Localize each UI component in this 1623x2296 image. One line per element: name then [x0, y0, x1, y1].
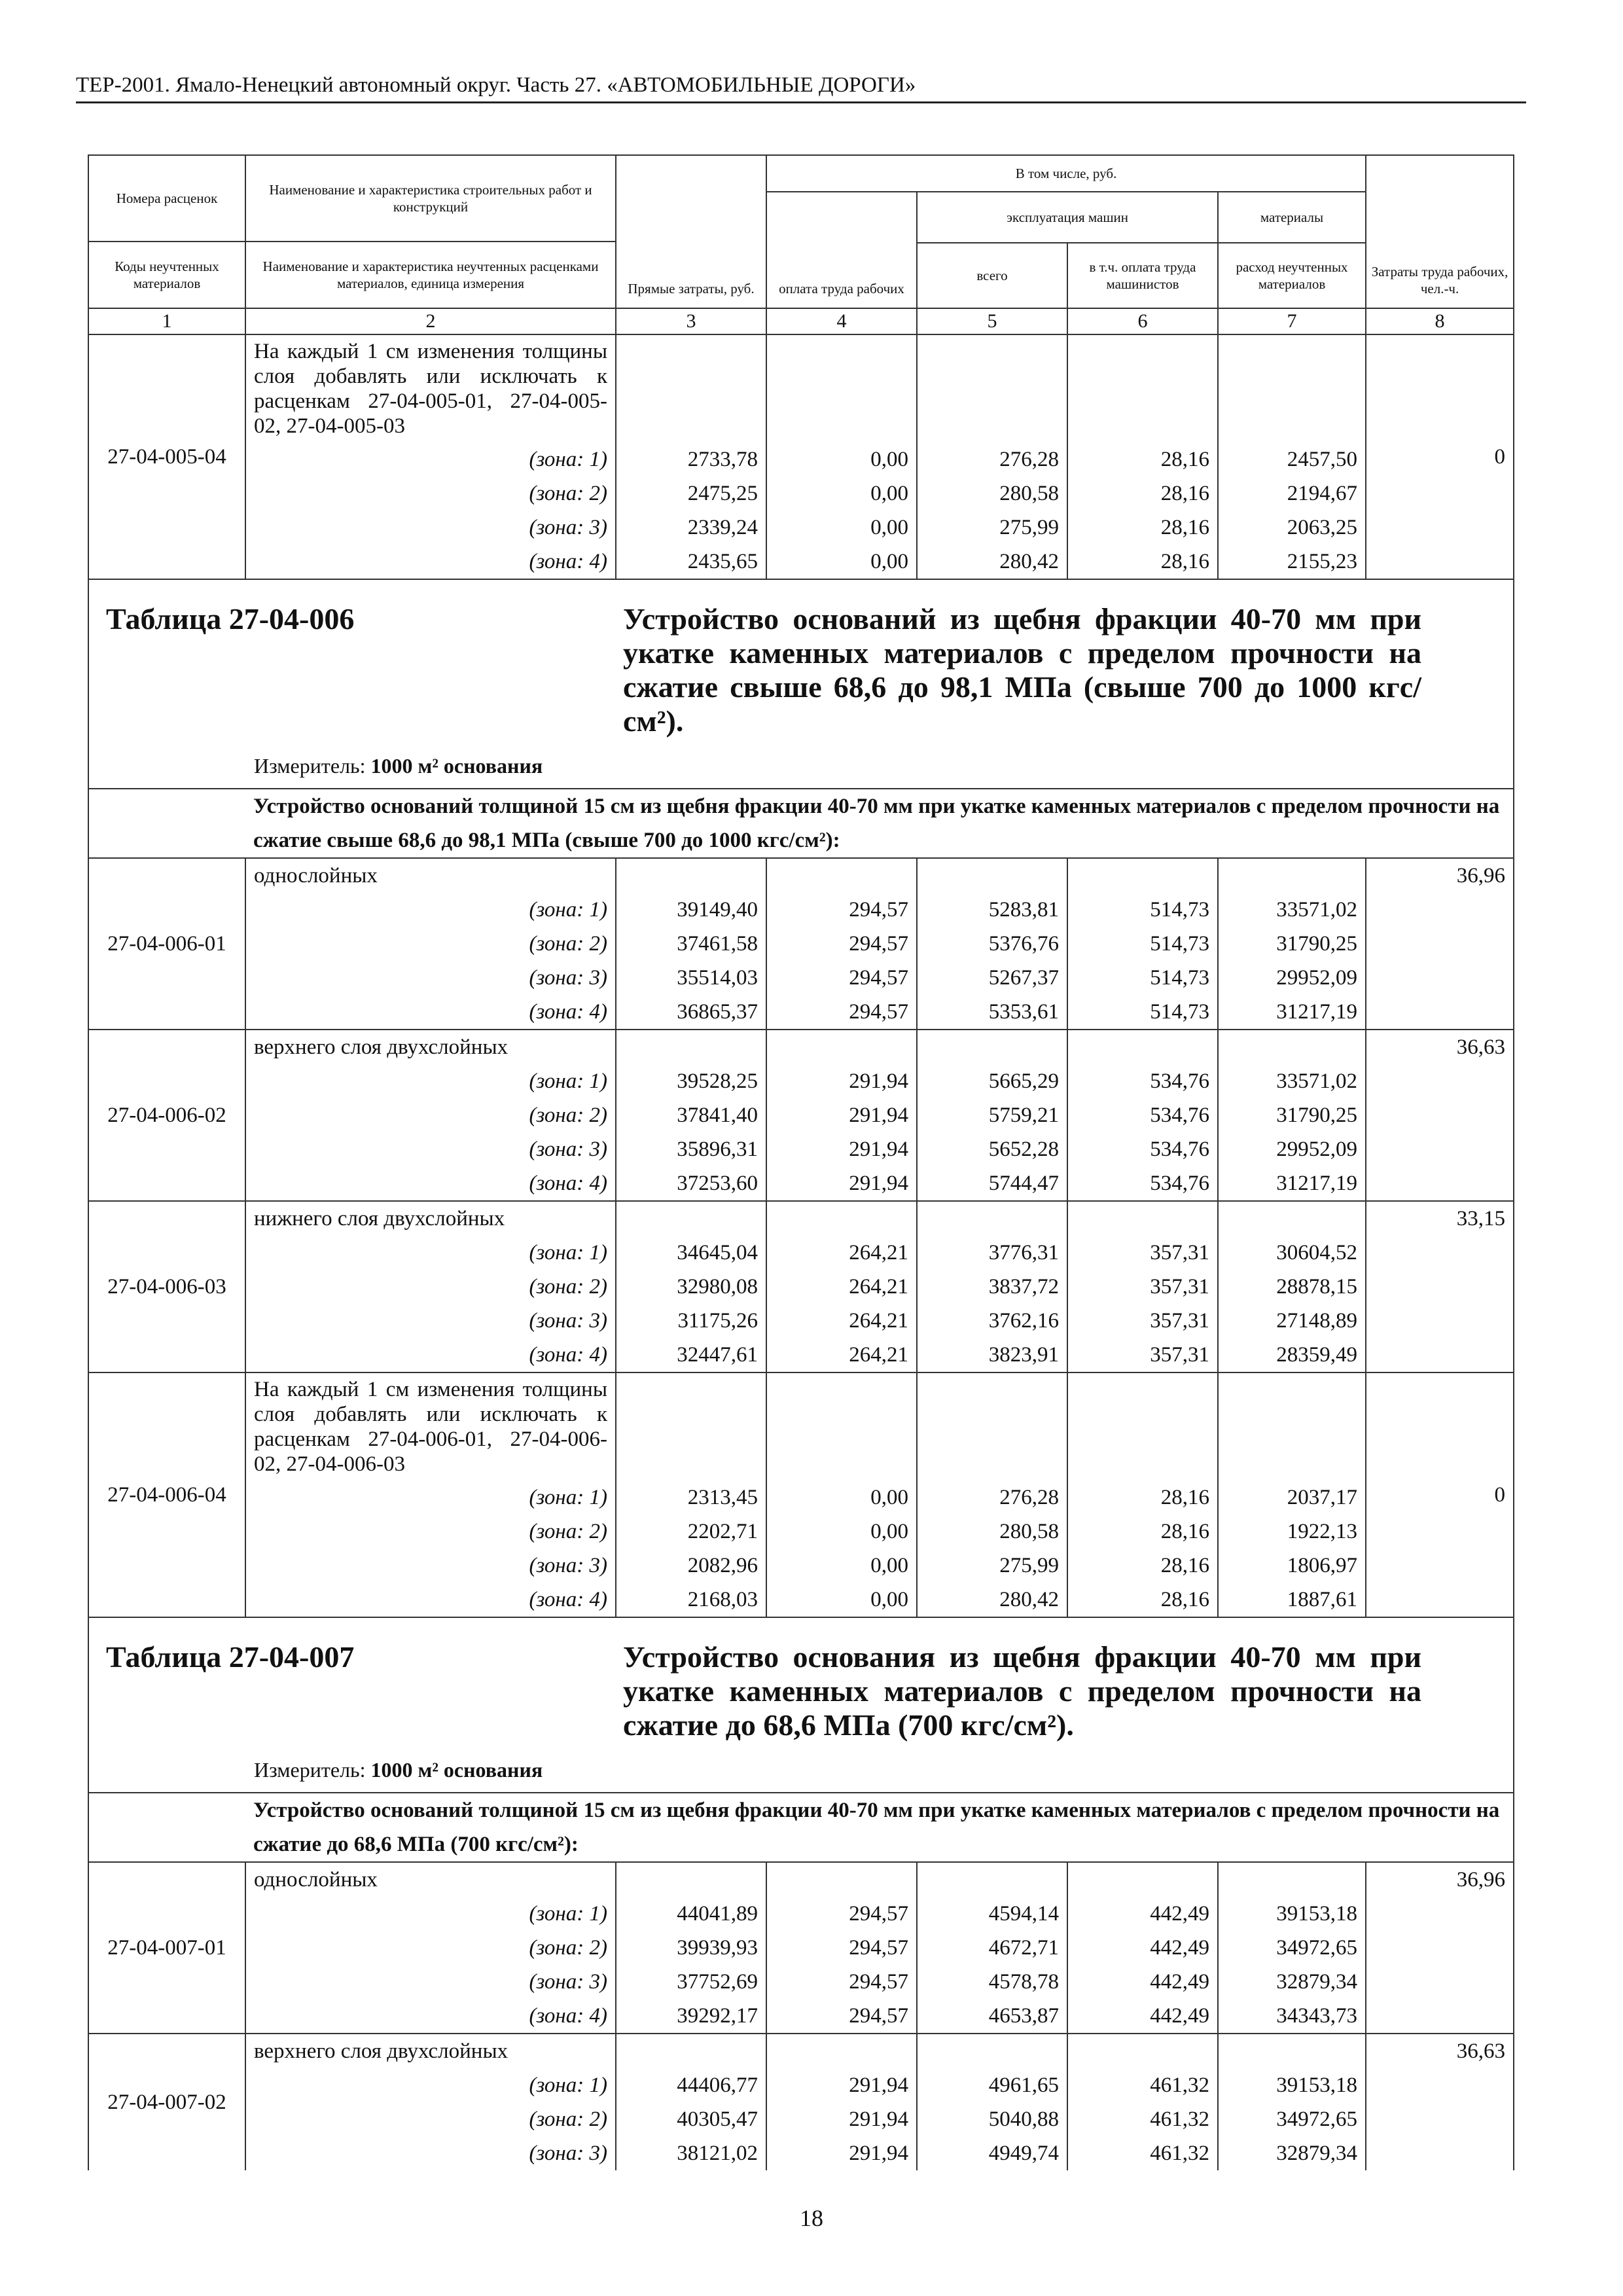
machinist-wages: 28,16: [1067, 476, 1218, 511]
worker-wages: 291,94: [766, 2136, 917, 2170]
direct-costs: 37461,58: [616, 927, 766, 961]
zone-row: [88, 995, 1514, 1030]
labor-cost: 36,96: [1366, 858, 1514, 1030]
worker-wages: 0,00: [766, 511, 917, 545]
worker-wages: 294,57: [766, 1931, 917, 1965]
column-number: 4: [766, 308, 917, 334]
unaccounted-materials: 27148,89: [1218, 1304, 1366, 1338]
machines-total: 3762,16: [917, 1304, 1067, 1338]
machinist-wages: 357,31: [1067, 1270, 1218, 1304]
zone-row: [88, 545, 1514, 579]
direct-costs: 34645,04: [616, 1236, 766, 1270]
direct-costs: 2202,71: [616, 1515, 766, 1549]
unaccounted-materials: 30604,52: [1218, 1236, 1366, 1270]
machines-total: 3823,91: [917, 1338, 1067, 1372]
machinist-wages: 28,16: [1067, 1480, 1218, 1515]
empty-cell: [917, 1372, 1067, 1480]
machines-total: 3776,31: [917, 1236, 1067, 1270]
empty-cell: [616, 1862, 766, 1897]
worker-wages: 291,94: [766, 1064, 917, 1098]
direct-costs: 44041,89: [616, 1897, 766, 1931]
column-number: 7: [1218, 308, 1366, 334]
labor-cost: 0: [1366, 1372, 1514, 1617]
unaccounted-materials: 29952,09: [1218, 961, 1366, 995]
direct-costs: 37841,40: [616, 1098, 766, 1132]
empty-cell: [1218, 1201, 1366, 1236]
machinist-wages: 28,16: [1067, 1549, 1218, 1583]
header-work-name: Наименование и характеристика строительных работ и конструкций Наименование и характеристика неучтенных расценками материалов, единица измерения: [245, 155, 616, 308]
section-cell: [88, 579, 1514, 789]
worker-wages: 0,00: [766, 1549, 917, 1583]
direct-costs: 36865,37: [616, 995, 766, 1030]
rate-code: 27-04-006-04: [88, 1372, 245, 1617]
direct-costs: 38121,02: [616, 2136, 766, 2170]
machines-total: 5376,76: [917, 927, 1067, 961]
worker-wages: 294,57: [766, 995, 917, 1030]
empty-cell: [917, 1862, 1067, 1897]
empty-cell: [766, 858, 917, 893]
zone-label: (зона: 2): [245, 1270, 616, 1304]
empty-cell: [1067, 1862, 1218, 1897]
empty-cell: [917, 1030, 1067, 1064]
machines-total: 4578,78: [917, 1965, 1067, 1999]
worker-wages: 294,57: [766, 1897, 917, 1931]
direct-costs: 39149,40: [616, 893, 766, 927]
unaccounted-materials: 31217,19: [1218, 1166, 1366, 1201]
direct-costs: 37752,69: [616, 1965, 766, 1999]
empty-cell: [616, 2034, 766, 2068]
machinist-wages: 534,76: [1067, 1132, 1218, 1166]
empty-cell: [88, 789, 245, 858]
machinist-wages: 442,49: [1067, 1999, 1218, 2034]
rate-name: однослойных: [245, 1862, 616, 1897]
machinist-wages: 357,31: [1067, 1304, 1218, 1338]
empty-cell: [917, 858, 1067, 893]
rate-row: [88, 2034, 1514, 2068]
zone-label: (зона: 3): [245, 1304, 616, 1338]
zone-label: (зона: 3): [245, 2136, 616, 2170]
machinist-wages: 514,73: [1067, 893, 1218, 927]
worker-wages: 0,00: [766, 442, 917, 476]
empty-cell: [917, 334, 1067, 442]
running-header: ТЕР-2001. Ямало-Ненецкий автономный округ. Часть 27. «АВТОМОБИЛЬНЫЕ ДОРОГИ»: [76, 73, 1526, 103]
machines-total: 4653,87: [917, 1999, 1067, 2034]
zone-label: (зона: 3): [245, 1965, 616, 1999]
machinist-wages: 461,32: [1067, 2068, 1218, 2102]
table-label: Таблица 27-04-007: [106, 1640, 355, 1674]
machinist-wages: 461,32: [1067, 2102, 1218, 2136]
direct-costs: 31175,26: [616, 1304, 766, 1338]
direct-costs: 44406,77: [616, 2068, 766, 2102]
zone-row: [88, 1965, 1514, 1999]
zone-row: [88, 1236, 1514, 1270]
machinist-wages: 28,16: [1067, 1583, 1218, 1617]
unaccounted-materials: 1922,13: [1218, 1515, 1366, 1549]
zone-row: [88, 2102, 1514, 2136]
table-body: [88, 334, 1514, 2170]
unaccounted-materials: 2457,50: [1218, 442, 1366, 476]
zone-label: (зона: 2): [245, 1931, 616, 1965]
empty-cell: [766, 1030, 917, 1064]
subheading-row: [88, 789, 1514, 858]
worker-wages: 264,21: [766, 1270, 917, 1304]
direct-costs: 2435,65: [616, 545, 766, 579]
machines-total: 5652,28: [917, 1132, 1067, 1166]
header-machines-total: всего: [917, 243, 1067, 308]
worker-wages: 0,00: [766, 476, 917, 511]
empty-cell: [1218, 2034, 1366, 2068]
zone-row: [88, 1999, 1514, 2034]
zone-row: [88, 1270, 1514, 1304]
subheading-text: Устройство оснований толщиной 15 см из щебня фракции 40-70 мм при укатке каменных материалов с пределом прочности на сжатие свыше 68,6 до 98,1 МПа (свыше 700 до 1000 кгс/см²):: [245, 789, 1514, 858]
unaccounted-materials: 28359,49: [1218, 1338, 1366, 1372]
rate-name: однослойных: [245, 858, 616, 893]
worker-wages: 291,94: [766, 2068, 917, 2102]
rate-code: 27-04-006-02: [88, 1030, 245, 1201]
zone-label: (зона: 1): [245, 1897, 616, 1931]
empty-cell: [1067, 858, 1218, 893]
column-number: 3: [616, 308, 766, 334]
direct-costs: 2475,25: [616, 476, 766, 511]
worker-wages: 264,21: [766, 1304, 917, 1338]
zone-row: [88, 927, 1514, 961]
page-number: 18: [800, 2205, 823, 2231]
unaccounted-materials: 31790,25: [1218, 1098, 1366, 1132]
empty-cell: [1067, 1201, 1218, 1236]
zone-row: [88, 511, 1514, 545]
machinist-wages: 442,49: [1067, 1897, 1218, 1931]
machinist-wages: 28,16: [1067, 1515, 1218, 1549]
zone-label: (зона: 1): [245, 1236, 616, 1270]
empty-cell: [766, 1372, 917, 1480]
unaccounted-materials: 32879,34: [1218, 2136, 1366, 2170]
unaccounted-materials: 39153,18: [1218, 2068, 1366, 2102]
machines-total: 5665,29: [917, 1064, 1067, 1098]
rate-row: [88, 1862, 1514, 1897]
header-direct-costs: Прямые затраты, руб.: [616, 155, 766, 308]
empty-cell: [917, 1201, 1067, 1236]
direct-costs: 2733,78: [616, 442, 766, 476]
labor-cost: 36,96: [1366, 1862, 1514, 2034]
header-materials: материалы: [1218, 192, 1366, 243]
machines-total: 5744,47: [917, 1166, 1067, 1201]
measurement-prefix: Измеритель:: [254, 1758, 371, 1782]
measurement-value: 1000 м² основания: [370, 754, 543, 778]
table-section-heading: [88, 579, 1514, 789]
zone-row: [88, 1931, 1514, 1965]
worker-wages: 294,57: [766, 1965, 917, 1999]
unaccounted-materials: 33571,02: [1218, 1064, 1366, 1098]
header-machinists-wages: в т.ч. оплата труда машинистов: [1067, 243, 1218, 308]
column-number: 1: [88, 308, 245, 334]
empty-cell: [616, 858, 766, 893]
zone-row: [88, 1166, 1514, 1201]
zone-row: [88, 893, 1514, 927]
machines-total: 276,28: [917, 1480, 1067, 1515]
unaccounted-materials: 31790,25: [1218, 927, 1366, 961]
worker-wages: 264,21: [766, 1338, 917, 1372]
machines-total: 4961,65: [917, 2068, 1067, 2102]
machinist-wages: 461,32: [1067, 2136, 1218, 2170]
unaccounted-materials: 2063,25: [1218, 511, 1366, 545]
measurement-prefix: Измеритель:: [254, 754, 371, 778]
machinist-wages: 534,76: [1067, 1064, 1218, 1098]
machinist-wages: 514,73: [1067, 961, 1218, 995]
empty-cell: [1218, 334, 1366, 442]
column-numbers: [88, 308, 1514, 334]
empty-cell: [917, 2034, 1067, 2068]
empty-cell: [616, 1201, 766, 1236]
direct-costs: 2313,45: [616, 1480, 766, 1515]
machines-total: 4672,71: [917, 1931, 1067, 1965]
direct-costs: 39528,25: [616, 1064, 766, 1098]
direct-costs: 40305,47: [616, 2102, 766, 2136]
table-label: Таблица 27-04-006: [106, 602, 355, 636]
zone-row: [88, 2136, 1514, 2170]
zone-row: [88, 1338, 1514, 1372]
machines-total: 5283,81: [917, 893, 1067, 927]
empty-cell: [616, 1372, 766, 1480]
labor-cost: 36,63: [1366, 1030, 1514, 1201]
direct-costs: 2168,03: [616, 1583, 766, 1617]
empty-cell: [1067, 1030, 1218, 1064]
rate-code: 27-04-005-04: [88, 334, 245, 579]
unaccounted-materials: 39153,18: [1218, 1897, 1366, 1931]
zone-row: [88, 1897, 1514, 1931]
zone-row: [88, 961, 1514, 995]
machinist-wages: 442,49: [1067, 1931, 1218, 1965]
empty-cell: [1218, 858, 1366, 893]
machines-total: 275,99: [917, 1549, 1067, 1583]
rate-row: [88, 1201, 1514, 1236]
header-labor: Затраты труда рабочих, чел.-ч.: [1366, 155, 1514, 308]
header-unaccounted-materials: расход неучтенных материалов: [1218, 243, 1366, 308]
empty-cell: [88, 1793, 245, 1862]
machinist-wages: 28,16: [1067, 442, 1218, 476]
column-number: 6: [1067, 308, 1218, 334]
header-wages: оплата труда рабочих: [766, 192, 917, 308]
worker-wages: 294,57: [766, 927, 917, 961]
worker-wages: 0,00: [766, 545, 917, 579]
empty-cell: [1218, 1372, 1366, 1480]
zone-label: (зона: 1): [245, 893, 616, 927]
machines-total: 280,42: [917, 545, 1067, 579]
zone-label: (зона: 4): [245, 1583, 616, 1617]
machines-total: 3837,72: [917, 1270, 1067, 1304]
rate-row: [88, 334, 1514, 442]
worker-wages: 264,21: [766, 1236, 917, 1270]
machines-total: 280,58: [917, 1515, 1067, 1549]
empty-cell: [1218, 1030, 1366, 1064]
worker-wages: 294,57: [766, 893, 917, 927]
empty-cell: [766, 2034, 917, 2068]
labor-cost: 36,63: [1366, 2034, 1514, 2170]
machines-total: 4949,74: [917, 2136, 1067, 2170]
direct-costs: 39939,93: [616, 1931, 766, 1965]
table-title: Устройство основания из щебня фракции 40-70 мм при укатке каменных материалов с пределом прочности на сжатие до 68,6 МПа (700 кгс/см²).: [623, 1640, 1421, 1742]
machines-total: 4594,14: [917, 1897, 1067, 1931]
zone-label: (зона: 1): [245, 2068, 616, 2102]
machines-total: 280,58: [917, 476, 1067, 511]
zone-row: [88, 1549, 1514, 1583]
worker-wages: 291,94: [766, 1098, 917, 1132]
measurement-value: 1000 м² основания: [370, 1758, 543, 1782]
direct-costs: 2339,24: [616, 511, 766, 545]
empty-cell: [1218, 1862, 1366, 1897]
rate-row: [88, 1030, 1514, 1064]
zone-label: (зона: 4): [245, 1166, 616, 1201]
machinist-wages: 28,16: [1067, 511, 1218, 545]
worker-wages: 0,00: [766, 1480, 917, 1515]
rates-table: [88, 154, 1514, 2170]
unaccounted-materials: 33571,02: [1218, 893, 1366, 927]
header-including: В том числе, руб.: [766, 155, 1366, 192]
machines-total: 280,42: [917, 1583, 1067, 1617]
machines-total: 5040,88: [917, 2102, 1067, 2136]
empty-cell: [616, 334, 766, 442]
machinist-wages: 534,76: [1067, 1098, 1218, 1132]
table-header: [88, 155, 1514, 334]
header-machines: эксплуатация машин: [917, 192, 1218, 243]
zone-label: (зона: 3): [245, 511, 616, 545]
worker-wages: 291,94: [766, 2102, 917, 2136]
unaccounted-materials: 29952,09: [1218, 1132, 1366, 1166]
zone-label: (зона: 1): [245, 442, 616, 476]
empty-cell: [616, 1030, 766, 1064]
zone-row: [88, 442, 1514, 476]
rate-name: верхнего слоя двухслойных: [245, 1030, 616, 1064]
zone-label: (зона: 2): [245, 476, 616, 511]
zone-label: (зона: 3): [245, 1132, 616, 1166]
empty-cell: [766, 334, 917, 442]
machinist-wages: 442,49: [1067, 1965, 1218, 1999]
empty-cell: [1067, 2034, 1218, 2068]
direct-costs: 39292,17: [616, 1999, 766, 2034]
rate-code: 27-04-007-01: [88, 1862, 245, 2034]
machinist-wages: 514,73: [1067, 927, 1218, 961]
table-title: Устройство оснований из щебня фракции 40-70 мм при укатке каменных материалов с пределом прочности на сжатие свыше 68,6 до 98,1 МПа (свыше 700 до 1000 кгс/см²).: [623, 602, 1421, 738]
rate-name: На каждый 1 см изменения толщины слоя добавлять или исключать к расценкам 27-04-006-01, 27-04-006-02, 27-04-006-03: [245, 1372, 616, 1480]
zone-label: (зона: 2): [245, 927, 616, 961]
worker-wages: 291,94: [766, 1166, 917, 1201]
machines-total: 275,99: [917, 511, 1067, 545]
worker-wages: 294,57: [766, 1999, 917, 2034]
direct-costs: 37253,60: [616, 1166, 766, 1201]
unaccounted-materials: 2037,17: [1218, 1480, 1366, 1515]
machinist-wages: 357,31: [1067, 1236, 1218, 1270]
rate-name: нижнего слоя двухслойных: [245, 1201, 616, 1236]
unaccounted-materials: 1806,97: [1218, 1549, 1366, 1583]
worker-wages: 0,00: [766, 1515, 917, 1549]
zone-label: (зона: 4): [245, 1999, 616, 2034]
direct-costs: 35896,31: [616, 1132, 766, 1166]
machines-total: 5353,61: [917, 995, 1067, 1030]
direct-costs: 32447,61: [616, 1338, 766, 1372]
unaccounted-materials: 34343,73: [1218, 1999, 1366, 2034]
section-cell: [88, 1617, 1514, 1793]
machines-total: 276,28: [917, 442, 1067, 476]
zone-label: (зона: 1): [245, 1064, 616, 1098]
zone-label: (зона: 2): [245, 1515, 616, 1549]
empty-cell: [1067, 334, 1218, 442]
unaccounted-materials: 2194,67: [1218, 476, 1366, 511]
unaccounted-materials: 32879,34: [1218, 1965, 1366, 1999]
column-number: 5: [917, 308, 1067, 334]
table-section-heading: [88, 1617, 1514, 1793]
zone-row: [88, 1304, 1514, 1338]
zone-label: (зона: 3): [245, 1549, 616, 1583]
worker-wages: 294,57: [766, 961, 917, 995]
zone-row: [88, 1480, 1514, 1515]
machines-total: 5759,21: [917, 1098, 1067, 1132]
zone-label: (зона: 1): [245, 1480, 616, 1515]
zone-label: (зона: 4): [245, 995, 616, 1030]
unaccounted-materials: 2155,23: [1218, 545, 1366, 579]
empty-cell: [766, 1201, 917, 1236]
machines-total: 5267,37: [917, 961, 1067, 995]
zone-row: [88, 1583, 1514, 1617]
zone-label: (зона: 2): [245, 1098, 616, 1132]
zone-label: (зона: 4): [245, 545, 616, 579]
header-rate-number: Номера расценок Коды неучтенных материалов: [88, 155, 245, 308]
direct-costs: 32980,08: [616, 1270, 766, 1304]
unaccounted-materials: 34972,65: [1218, 1931, 1366, 1965]
direct-costs: 2082,96: [616, 1549, 766, 1583]
empty-cell: [766, 1862, 917, 1897]
unaccounted-materials: 34972,65: [1218, 2102, 1366, 2136]
rate-code: 27-04-006-01: [88, 858, 245, 1030]
worker-wages: 0,00: [766, 1583, 917, 1617]
worker-wages: 291,94: [766, 1132, 917, 1166]
zone-row: [88, 2068, 1514, 2102]
direct-costs: 35514,03: [616, 961, 766, 995]
zone-row: [88, 1098, 1514, 1132]
machinist-wages: 357,31: [1067, 1338, 1218, 1372]
zone-row: [88, 1132, 1514, 1166]
zone-row: [88, 1515, 1514, 1549]
zone-label: (зона: 3): [245, 961, 616, 995]
unaccounted-materials: 28878,15: [1218, 1270, 1366, 1304]
rate-row: [88, 858, 1514, 893]
subheading-text: Устройство оснований толщиной 15 см из щебня фракции 40-70 мм при укатке каменных материалов с пределом прочности на сжатие до 68,6 МПа (700 кгс/см²):: [245, 1793, 1514, 1862]
labor-cost: 0: [1366, 334, 1514, 579]
zone-row: [88, 1064, 1514, 1098]
rate-row: [88, 1372, 1514, 1480]
rate-code: 27-04-007-02: [88, 2034, 245, 2170]
rate-name: На каждый 1 см изменения толщины слоя добавлять или исключать к расценкам 27-04-005-01, 27-04-005-02, 27-04-005-03: [245, 334, 616, 442]
machinist-wages: 534,76: [1067, 1166, 1218, 1201]
machinist-wages: 514,73: [1067, 995, 1218, 1030]
unaccounted-materials: 31217,19: [1218, 995, 1366, 1030]
rate-code: 27-04-006-03: [88, 1201, 245, 1372]
rate-name: верхнего слоя двухслойных: [245, 2034, 616, 2068]
zone-label: (зона: 4): [245, 1338, 616, 1372]
empty-cell: [1067, 1372, 1218, 1480]
measurement-unit: [89, 1746, 1513, 1792]
zone-label: (зона: 2): [245, 2102, 616, 2136]
machinist-wages: 28,16: [1067, 545, 1218, 579]
column-number: 2: [245, 308, 616, 334]
labor-cost: 33,15: [1366, 1201, 1514, 1372]
zone-row: [88, 476, 1514, 511]
column-number: 8: [1366, 308, 1514, 334]
unaccounted-materials: 1887,61: [1218, 1583, 1366, 1617]
subheading-row: [88, 1793, 1514, 1862]
measurement-unit: [89, 742, 1513, 788]
